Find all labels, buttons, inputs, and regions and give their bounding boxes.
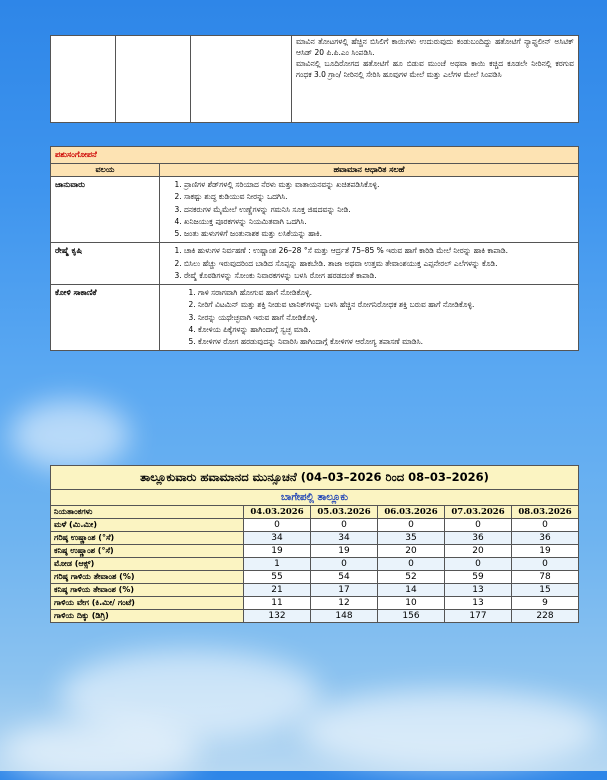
value-cell: 55 [244,571,311,584]
list-item: 4. ಖನಿಜಯುಕ್ತ ಪೂರಕಗಳನ್ನು ನಿಯಮಿತವಾಗಿ ಒದಗಿಸಿ. [184,216,578,227]
value-cell: 36 [445,532,512,545]
value-cell: 36 [512,532,579,545]
sector-column-header: ವಲಯ [51,164,160,177]
value-cell: 19 [512,545,579,558]
value-cell: 132 [244,610,311,623]
list-item: 4. ಕೋಳಿಯ ಪಿಕ್ಕೆಗಳನ್ನು ಹಾಗಿಂದಾಗ್ಗೆ ಸ್ವಚ್ಛ ಮಾಡಿ. [198,324,578,335]
value-cell: 35 [378,532,445,545]
advice-cell [160,243,579,285]
list-item: 2. ನೀರಿಗೆ ವಿಟಮಿನ್ ಮತ್ತು ಶಕ್ತಿ ನೀಡುವ ಟಾನಿಕ್‌ಗಳನ್ನು ಬಳಸಿ ಹೆಚ್ಚಿನ ರೋಗನಿರೋಧಕ ಶಕ್ತಿ ಬರುವ ಹಾಗೆ ನೋಡಿಕೊಳ್ಳಿ. [198,299,578,310]
table-row [51,584,579,597]
list-item: 3. ನೀರನ್ನು ಯಥೇಚ್ಛವಾಗಿ ಇರುವ ಹಾಗೆ ನೋಡಿಕೊಳ್ಳಿ. [198,312,578,323]
parameter-label: ಗಾಳಿಯ ವೇಗ (ಕಿ.ಮೀ/ ಗಂಟೆ) [51,597,244,610]
advice-list [60,287,578,347]
parameter-label: ಗರಿಷ್ಠ ಉಷ್ಣಾಂಶ (°ಸೆ) [51,532,244,545]
value-cell: 17 [311,584,378,597]
list-item: 5. ಜಂತು ಹುಳುಗಳಿಗೆ ಜಂತುನಾಶಕ ಮತ್ತು ಲಸಿಕೆಯನ್ನು ಹಾಕಿ. [184,228,578,239]
parameter-label: ಕನಿಷ್ಠ ಉಷ್ಣಾಂಶ (°ಸೆ) [51,545,244,558]
forecast-title: ತಾಲ್ಲೂಕುವಾರು ಹವಾಮಾನದ ಮುನ್ಸೂಚನೆ (04–03–2026 ರಿಂದ 08–03–2026) [51,466,579,490]
list-item: 1. ಚಾಕಿ ಹುಳುಗಳ ನಿರ್ವಹಣೆ : ಉಷ್ಣಾಂಶ 26–28 °ಸೆ ಮತ್ತು ಆರ್ದ್ರತೆ 75–85 % ಇರುವ ಹಾಗೆ ಕಾರಿಡಿ ಮೇಲೆ ನೀರನ್ನು ಹಾಕಿ ಕಾಪಾಡಿ. [184,245,578,256]
value-cell: 19 [244,545,311,558]
date-header: 05.03.2026 [311,506,378,519]
value-cell: 11 [244,597,311,610]
mango-powdery-mildew-advice: ಮಾವಿನಲ್ಲಿ ಬೂದಿರೋಗದ ಹತೋಟಿಗೆ ಹೂ ಬಿಡುವ ಮುಂಚೆ ಅಥವಾ ಕಾಯಿ ಕಚ್ಚಿದ ಕೂಡಲೇ ನೀರಿನಲ್ಲಿ ಕರಗುವ ಗಂಧಕ 3.0 ಗ್ರಾಂ/ ನೀರಿನಲ್ಲಿ ಸೇರಿಸಿ ಹೂವುಗಳ ಮೇಲೆ ಮತ್ತು ಎಲೆಗಳ ಮೇಲೆ ಸಿಂಪಡಿಸಿ [296,58,574,79]
value-cell: 156 [378,610,445,623]
weather-forecast-table [50,465,579,623]
value-cell: 0 [512,519,579,532]
value-cell: 59 [445,571,512,584]
parameter-column-header: ನಿಯತಾಂಕಗಳು [51,506,244,519]
section-title: ಪಶುಸಂಗೋಪನೆ [51,147,579,164]
table-row [51,545,579,558]
value-cell: 15 [512,584,579,597]
list-item: 5. ಕೋಳಿಗಳ ರೋಗ ಹರಡುವುದನ್ನು ನಿವಾರಿಸಿ ಹಾಗಿಂದಾಗ್ಗೆ ಕೋಳಿಗಳ ಆರೋಗ್ಯ ತಪಾಸಣೆ ಮಾಡಿಸಿ. [198,336,578,347]
value-cell: 54 [311,571,378,584]
advice-cell [160,177,579,243]
value-cell: 34 [244,532,311,545]
advice-list [60,179,578,239]
table-row [51,610,579,623]
value-cell: 0 [311,519,378,532]
sector-name: ಕೋಳಿ ಸಾಕಾಣಿಕೆ [51,285,160,351]
mango-advice-cell [292,36,579,123]
value-cell: 20 [378,545,445,558]
parameter-label: ಮಳೆ (ಮಿ.ಮೀ) [51,519,244,532]
date-header: 04.03.2026 [244,506,311,519]
value-cell: 34 [311,532,378,545]
cloud-decoration [0,720,200,780]
table-row [51,285,579,351]
value-cell: 10 [378,597,445,610]
date-header-row [51,506,579,519]
value-cell: 9 [512,597,579,610]
value-cell: 12 [311,597,378,610]
advice-list [60,245,578,281]
value-cell: 20 [445,545,512,558]
cloud-decoration [300,690,600,770]
list-item: 2. ಬಿಸಿಲು ಹೆಚ್ಚು ಇರುವುದರಿಂದ ಬಾಡಿದ ಸೊಪ್ಪನ್ನು ಹಾಕಬೇಡಿ. ತಾಜಾ ಅಥವಾ ಉತ್ತಮ ತೇವಾಂಶಯುಕ್ತ ಎಪ್ಪನೇರಲ್ ಎಲೆಗಳನ್ನು ಕೊಡಿ. [184,258,578,269]
value-cell: 0 [244,519,311,532]
animal-husbandry-table [50,146,579,351]
empty-cell [191,36,292,123]
value-cell: 0 [512,558,579,571]
table-row [51,532,579,545]
parameter-label: ಮೋಡ (ಆಕ್ಸ್) [51,558,244,571]
table-row [51,243,579,285]
value-cell: 0 [378,519,445,532]
sector-name: ರೇಷ್ಮೆ ಕೃಷಿ [51,243,160,285]
list-item: 2. ಸಾಕಷ್ಟು ಶುದ್ಧ ಕುಡಿಯುವ ನೀರನ್ನು ಒದಗಿಸಿ. [184,191,578,202]
parameter-label: ಗರಿಷ್ಠ ಗಾಳಿಯ ತೇವಾಂಶ (%) [51,571,244,584]
value-cell: 21 [244,584,311,597]
value-cell: 78 [512,571,579,584]
parameter-label: ಕನಿಷ್ಠ ಗಾಳಿಯ ತೇವಾಂಶ (%) [51,584,244,597]
advice-column-header: ಹವಾಮಾನ ಆಧಾರಿತ ಸಲಹೆ [160,164,579,177]
value-cell: 19 [311,545,378,558]
taluk-name: ಬಾಗೇಪಲ್ಲಿ ತಾಲ್ಲೂಕು [51,490,579,506]
value-cell: 0 [445,558,512,571]
value-cell: 0 [445,519,512,532]
list-item: 1. ಗಾಳಿ ಸರಾಗವಾಗಿ ಹೋಗುವ ಹಾಗೆ ನೋಡಿಕೊಳ್ಳಿ. [198,287,578,298]
table-row [51,519,579,532]
date-header: 08.03.2026 [512,506,579,519]
value-cell: 14 [378,584,445,597]
value-cell: 228 [512,610,579,623]
table-row [51,558,579,571]
empty-cell [51,36,116,123]
value-cell: 0 [378,558,445,571]
table-row [51,177,579,243]
value-cell: 177 [445,610,512,623]
table-row [51,571,579,584]
value-cell: 148 [311,610,378,623]
list-item: 1. ಪ್ರಾಣಿಗಳ ಶೆಡ್‌ಗಳಲ್ಲಿ ಸರಿಯಾದ ನೆರಳು ಮತ್ತು ವಾತಾಯನವನ್ನು ಖಚಿತಪಡಿಸಿಕೊಳ್ಳಿ. [184,179,578,190]
empty-cell [116,36,191,123]
value-cell: 0 [311,558,378,571]
mango-fruit-drop-advice: ಮಾವಿನ ತೋಟಗಳಲ್ಲಿ ಹೆಚ್ಚಿನ ಬಿಸಿಲಿಗೆ ಕಾಯಿಗಳು ಉದುರುವುದು ಕಂಡುಬಂದಿದ್ದು ಹತೋಟಿಗೆ ನ್ಯಾಫ್ಥಲೀನ್ ಅಸಿಟಿಕ್ ಆಸಿಡ್ 20 ಪಿ.ಪಿ.ಎಂ ಸಿಂಪಡಿಸಿ. [296,37,574,57]
date-header: 06.03.2026 [378,506,445,519]
value-cell: 13 [445,584,512,597]
value-cell: 52 [378,571,445,584]
advice-cell [160,285,579,351]
list-item: 3. ರೇಷ್ಮೆ ಕೊಠಡಿಗಳನ್ನು ಸೋಂಕು ನಿವಾರಕಗಳನ್ನು ಬಳಸಿ ರೋಗ ಹರಡದಂತೆ ಕಾಪಾಡಿ. [184,270,578,281]
value-cell: 1 [244,558,311,571]
date-header: 07.03.2026 [445,506,512,519]
list-item: 3. ದನಕರುಗಳ ಮೈಮೇಲೆ ಉಣ್ಣೆಗಳನ್ನು ಗಮನಿಸಿ ಸೂಕ್ತ ಜಿಷದವನ್ನು ನೀಡಿ. [184,204,578,215]
value-cell: 13 [445,597,512,610]
table-row [51,597,579,610]
sector-name: ಜಾನುವಾರು [51,177,160,243]
cloud-decoration [10,400,130,470]
parameter-label: ಗಾಳಿಯ ದಿಕ್ಕು (ಡಿಗ್ರಿ) [51,610,244,623]
crop-advice-table [50,35,579,123]
